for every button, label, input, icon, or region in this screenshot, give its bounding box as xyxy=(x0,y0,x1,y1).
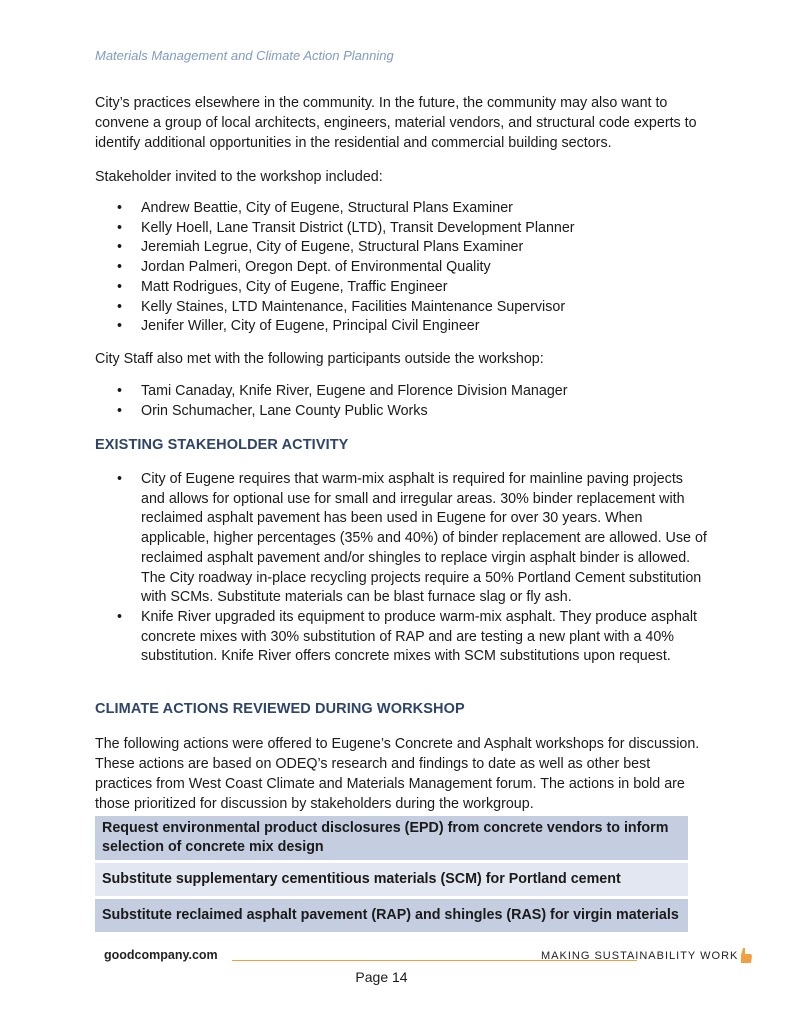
actions-intro: The following actions were offered to Eugene’s Concrete and Asphalt workshops for discussion. These actions are based on ODEQ’s research and findings to date as well as other best practices from West Coast Climate and Materials Management forum. The actions in bold are those prioritized for discussion by stakeholders during the workgroup. xyxy=(95,736,700,812)
outside-intro: City Staff also met with the following participants outside the workshop: xyxy=(95,351,544,367)
section-heading: CLIMATE ACTIONS REVIEWED DURING WORKSHOP xyxy=(95,701,465,717)
list-item: • Kelly Staines, LTD Maintenance, Facilities Maintenance Supervisor xyxy=(95,298,710,318)
list-item: • Jordan Palmeri, Oregon Dept. of Environmental Quality xyxy=(95,258,710,278)
page-number: Page 14 xyxy=(355,969,408,985)
outside-list xyxy=(95,382,710,421)
list-item: • City of Eugene requires that warm-mix asphalt is required for mainline paving projects and allows for optional use for small and irregular areas. 30% binder replacement with reclaimed asphalt pavement has been used in Eugene for over 30 years. When applicable, higher percentages (35% and 40%) of binder replacement are allowed. Use of reclaimed asphalt pavement and/or shingles to replace virgin asphalt binder is allowed. The City roadway in-place recycling projects require a 50% Portland Cement substitution with SCMs. Substitute materials can be blast furnace slag or fly ash. xyxy=(95,470,710,608)
list-item: • Jeremiah Legrue, City of Eugene, Structural Plans Examiner xyxy=(95,238,710,258)
activity-list xyxy=(95,470,710,667)
list-item: • Andrew Beattie, City of Eugene, Structural Plans Examiner xyxy=(95,199,710,219)
list-item: • Tami Canaday, Knife River, Eugene and Florence Division Manager xyxy=(95,382,710,402)
footer-site: goodcompany.com xyxy=(104,948,218,962)
thumbs-up-logo-icon xyxy=(738,948,752,964)
section-heading: EXISTING STAKEHOLDER ACTIVITY xyxy=(95,437,349,453)
list-item: • Kelly Hoell, Lane Transit District (LTD), Transit Development Planner xyxy=(95,219,710,239)
footer xyxy=(104,948,754,968)
invited-list xyxy=(95,199,710,337)
running-header: Materials Management and Climate Action Planning xyxy=(95,48,394,63)
action-row: Substitute supplementary cementitious materials (SCM) for Portland cement xyxy=(95,863,688,896)
action-row: Request environmental product disclosures (EPD) from concrete vendors to inform selection of concrete mix design xyxy=(95,816,688,860)
intro-paragraph: City’s practices elsewhere in the community. In the future, the community may also want to convene a group of local architects, engineers, material vendors, and structural code experts to identify additional opportunities in the residential and commercial building sectors. xyxy=(95,95,697,151)
list-item: • Orin Schumacher, Lane County Public Works xyxy=(95,402,710,422)
invited-intro: Stakeholder invited to the workshop included: xyxy=(95,169,383,185)
action-row: Substitute reclaimed asphalt pavement (RAP) and shingles (RAS) for virgin materials xyxy=(95,899,688,932)
footer-tagline: MAKING SUSTAINABILITY WORK xyxy=(541,950,739,962)
list-item: • Jenifer Willer, City of Eugene, Principal Civil Engineer xyxy=(95,317,710,337)
list-item: • Matt Rodrigues, City of Eugene, Traffic Engineer xyxy=(95,278,710,298)
actions-table xyxy=(95,816,688,935)
list-item: • Knife River upgraded its equipment to produce warm-mix asphalt. They produce asphalt concrete mixes with 30% substitution of RAP and are testing a new plant with a 40% substitution. Knife River offers concrete mixes with SCM substitutions upon request. xyxy=(95,608,710,667)
